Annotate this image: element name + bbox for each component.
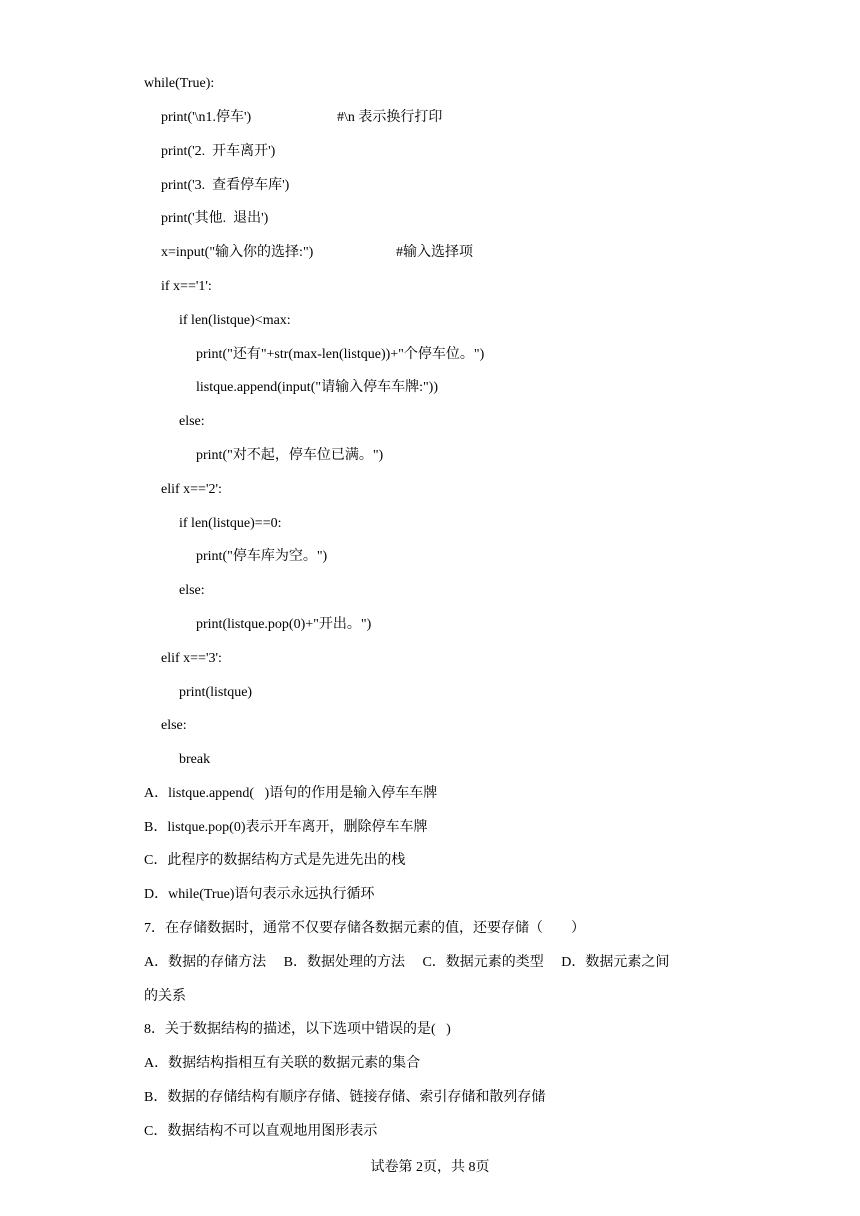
code-line: print('2. 开车离开') [161,144,276,159]
code-line: elif x=='3': [161,651,222,666]
code-line: print('3. 查看停车库') [161,178,290,193]
code-line: else: [179,414,205,429]
question-8-stem: 8．关于数据结构的描述，以下选项中错误的是( ) [144,1022,451,1037]
code-line: break [179,752,211,767]
code-line: if len(listque)<max: [179,313,291,328]
code-line: print(listque) [179,685,253,700]
option-d: D．while(True)语句表示永远执行循环 [144,887,375,902]
option-a: A．数据结构指相互有关联的数据元素的集合 [144,1056,421,1071]
code-line: elif x=='2': [161,482,222,497]
code-line: print('其他. 退出') [161,211,269,226]
option-b: B．listque.pop(0)表示开车离开，删除停车车牌 [144,820,428,835]
question-7-stem: 7．在存储数据时，通常不仅要存储各数据元素的值，还要存储（ ） [144,921,585,936]
code-line: else: [179,583,205,598]
option-c: C．此程序的数据结构方式是先进先出的栈 [144,853,406,868]
code-line: print('\n1.停车') [161,110,252,125]
code-comment: #输入选择项 [396,245,473,260]
question-7-options-cont: 的关系 [144,989,186,1004]
option-a: A．listque.append( )语句的作用是输入停车车牌 [144,786,438,801]
option-b: B．数据的存储结构有顺序存储、链接存储、索引存储和散列存储 [144,1090,546,1105]
code-line: else: [161,718,187,733]
code-line: listque.append(input("请输入停车车牌:")) [196,380,439,395]
code-line: while(True): [144,76,215,91]
option-c: C．数据结构不可以直观地用图形表示 [144,1124,378,1139]
code-line: print(listque.pop(0)+"开出。") [196,617,372,632]
code-line: print("还有"+str(max-len(listque))+"个停车位。") [196,347,485,362]
code-line: print("停车库为空。") [196,549,328,564]
question-7-options: A．数据的存储方法 B．数据处理的方法 C．数据元素的类型 D．数据元素之间 [144,955,670,970]
page-footer: 试卷第 2页，共 8页 [370,1160,490,1175]
code-line: if x=='1': [161,279,212,294]
code-line: print("对不起，停车位已满。") [196,448,384,463]
code-line: if len(listque)==0: [179,516,282,531]
code-line: x=input("输入你的选择:") [161,245,314,260]
code-comment: #\n 表示换行打印 [337,110,443,125]
